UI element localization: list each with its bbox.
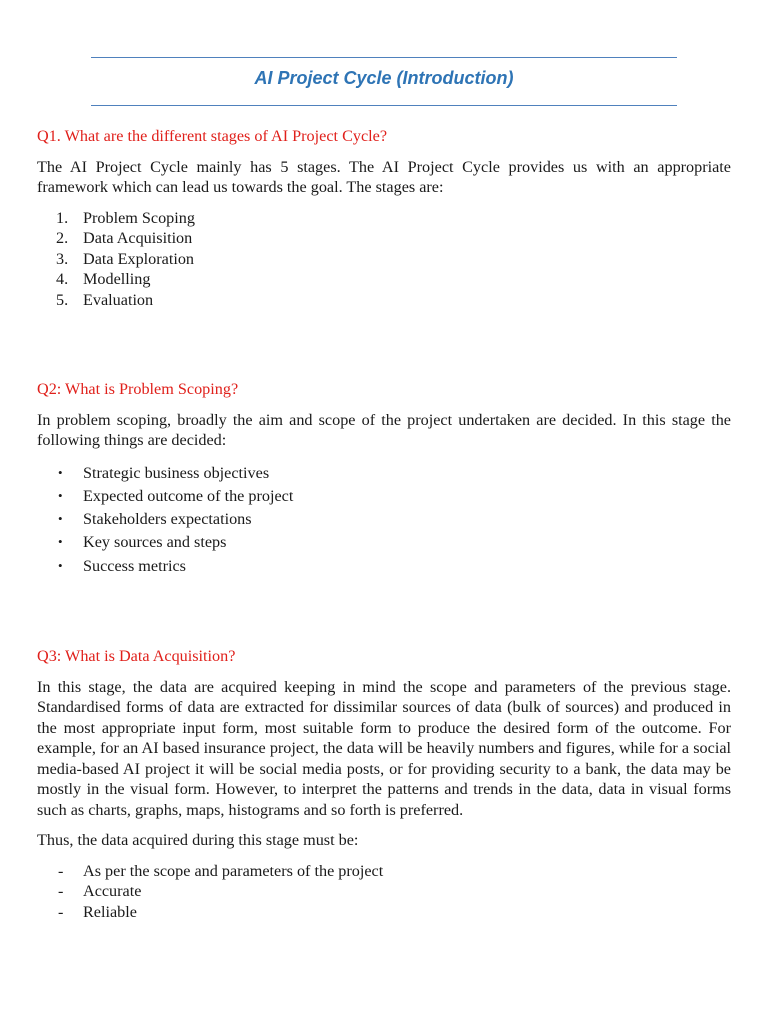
answer-q2: In problem scoping, broadly the aim and scope of the project undertaken are decided. In this stage the following things are decided: [37, 410, 731, 449]
header-rule-top [91, 57, 677, 58]
dash-icon: - [58, 861, 64, 880]
list-item [37, 902, 731, 923]
bullet-icon: • [58, 487, 63, 503]
stages-list [37, 208, 731, 311]
list-item-text: Evaluation [83, 290, 154, 309]
list-item-text: Reliable [83, 902, 137, 921]
list-item [37, 269, 731, 290]
list-item-text: Modelling [83, 270, 151, 288]
list-item [37, 228, 731, 249]
list-item-text: Accurate [83, 882, 142, 900]
question-q3: Q3: What is Data Acquisition? [37, 647, 236, 665]
header-rule-bottom [91, 105, 677, 106]
list-item-text: Stakeholders expectations [83, 510, 252, 529]
list-number: 3. [56, 249, 69, 268]
question-q2: Q2: What is Problem Scoping? [37, 380, 239, 398]
list-item-text: Success metrics [83, 556, 186, 575]
list-item-text: Expected outcome of the project [83, 486, 294, 505]
section-q3 [37, 646, 731, 922]
bullet-icon: • [58, 534, 63, 550]
list-item-text: As per the scope and parameters of the project [83, 861, 384, 880]
answer-q3: In this stage, the data are acquired keeping in mind the scope and parameters of the previous stage. Standardised forms of data are extracted for dissimilar sources of data (bulk of sources) and produced in the most appropriate input form, most suitable form to produce the desired form of the outcome. For example, for an AI based insurance project, the data will be heavily numbers and figures, while for a social media-based AI project it will be social media posts, or for providing security to a bank, the data may be mostly in the visual form. However, to interpret the patterns and trends in the data, data in visual forms such as charts, graphs, maps, histograms and so forth is preferred. [37, 677, 731, 819]
list-item [37, 208, 731, 229]
bullet-icon: • [58, 557, 63, 573]
list-item [37, 463, 731, 484]
bullet-icon: • [58, 464, 63, 480]
acquisition-list [37, 861, 731, 923]
answer-q1: The AI Project Cycle mainly has 5 stages. The AI Project Cycle provides us with an appropriate framework which can lead us towards the goal. The stages are: [37, 157, 731, 196]
list-item [37, 249, 731, 270]
question-q1: Q1. What are the different stages of AI Project Cycle? [37, 127, 388, 145]
list-item [37, 290, 731, 311]
list-item-text: Data Acquisition [83, 229, 193, 247]
list-number: 4. [56, 270, 69, 288]
list-item [37, 486, 731, 507]
list-item [37, 532, 731, 553]
bullet-icon: • [58, 511, 63, 527]
list-number: 5. [56, 290, 69, 309]
list-item [37, 861, 731, 882]
section-q2 [37, 379, 731, 576]
list-item [37, 881, 731, 902]
list-item [37, 509, 731, 530]
list-number: 2. [56, 229, 69, 247]
list-item-text: Problem Scoping [83, 208, 195, 227]
list-item-text: Key sources and steps [83, 533, 227, 552]
list-item-text: Strategic business objectives [83, 463, 270, 482]
list-number: 1. [56, 208, 69, 227]
dash-icon: - [58, 902, 64, 921]
list-item [37, 556, 731, 577]
scoping-list [37, 463, 731, 577]
section-q1 [37, 126, 731, 310]
list-item-text: Data Exploration [83, 249, 195, 268]
page-title: AI Project Cycle (Introduction) [254, 68, 514, 88]
answer-q3-followup: Thus, the data acquired during this stage must be: [37, 831, 359, 849]
dash-icon: - [58, 882, 64, 900]
